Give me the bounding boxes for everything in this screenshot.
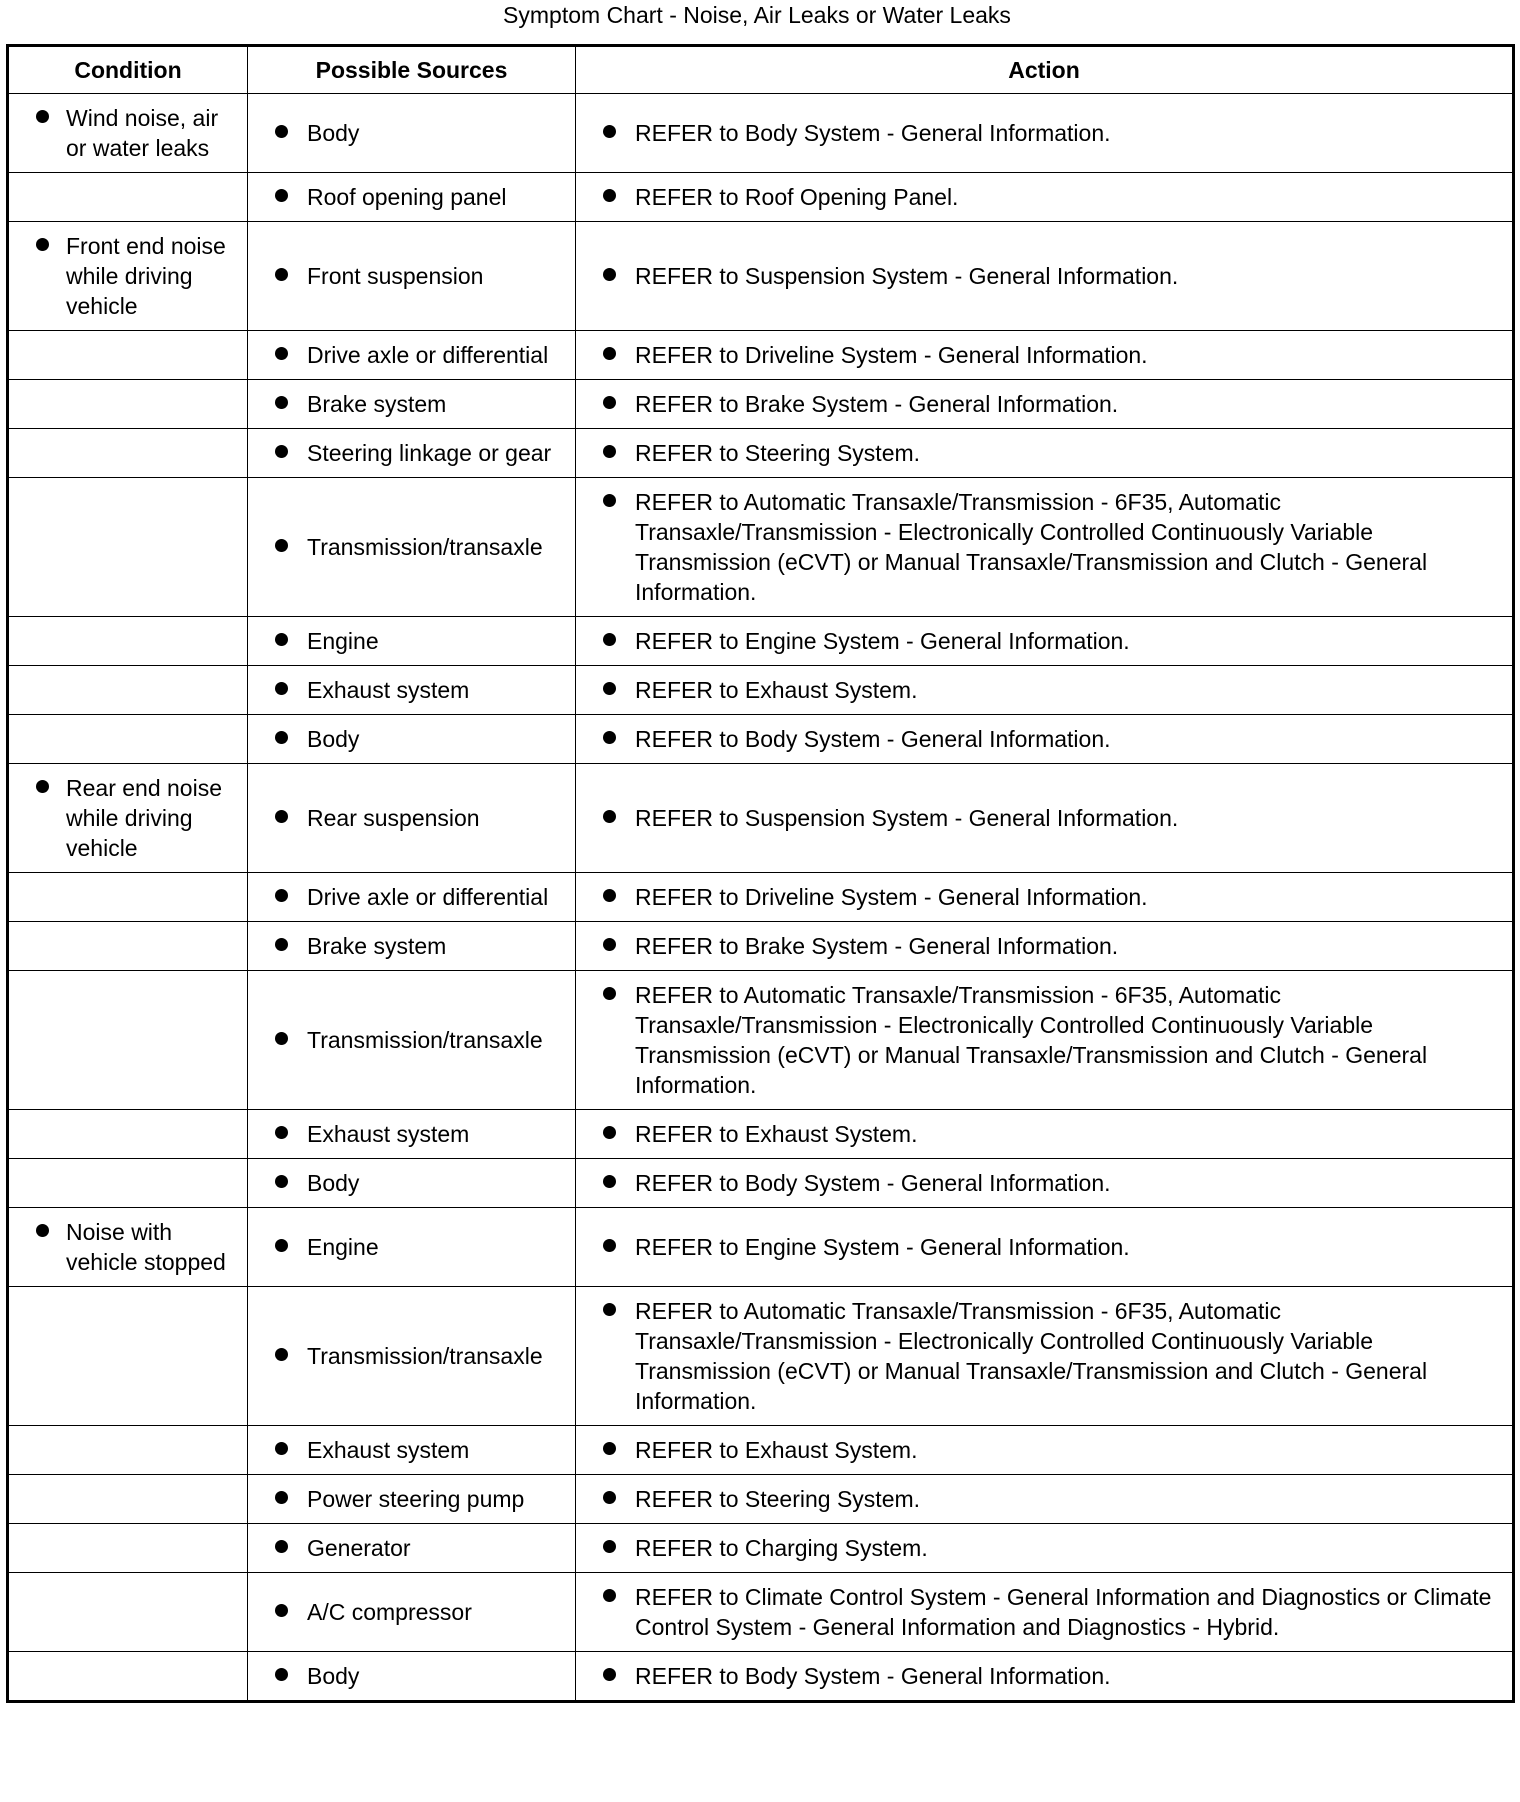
bullet-icon	[275, 1239, 288, 1252]
bullet-icon	[603, 445, 616, 458]
bullet-icon	[275, 682, 288, 695]
table-row	[8, 1287, 1514, 1426]
condition-cell	[8, 922, 248, 971]
condition-cell	[8, 94, 248, 173]
table-row	[8, 715, 1514, 764]
table-row	[8, 971, 1514, 1110]
possible-source-cell	[248, 715, 576, 764]
possible-source-text: Exhaust system	[307, 1437, 470, 1463]
condition-cell	[8, 873, 248, 922]
action-cell	[576, 1475, 1514, 1524]
bullet-icon	[603, 347, 616, 360]
possible-source-text: Transmission/transaxle	[307, 1027, 543, 1053]
condition-cell	[8, 1426, 248, 1475]
action-text: REFER to Body System - General Information.	[635, 1663, 1111, 1689]
action-cell	[576, 666, 1514, 715]
bullet-icon	[36, 780, 49, 793]
table-row	[8, 173, 1514, 222]
possible-source-text: Front suspension	[307, 263, 484, 289]
bullet-icon	[603, 1540, 616, 1553]
bullet-icon	[275, 1032, 288, 1045]
condition-cell	[8, 1159, 248, 1208]
action-cell	[576, 1573, 1514, 1652]
table-row	[8, 1208, 1514, 1287]
possible-source-cell	[248, 1287, 576, 1426]
action-text: REFER to Roof Opening Panel.	[635, 184, 959, 210]
possible-source-text: Engine	[307, 628, 379, 654]
possible-source-cell	[248, 666, 576, 715]
possible-source-cell	[248, 173, 576, 222]
table-body	[8, 94, 1514, 1702]
possible-source-cell	[248, 1573, 576, 1652]
table-row	[8, 617, 1514, 666]
bullet-icon	[275, 539, 288, 552]
possible-source-cell	[248, 1524, 576, 1573]
table-row	[8, 873, 1514, 922]
bullet-icon	[603, 189, 616, 202]
possible-source-cell	[248, 873, 576, 922]
possible-source-text: Exhaust system	[307, 677, 470, 703]
action-text: REFER to Engine System - General Information.	[635, 628, 1130, 654]
bullet-icon	[603, 1442, 616, 1455]
table-row	[8, 222, 1514, 331]
action-text: REFER to Charging System.	[635, 1535, 928, 1561]
condition-cell	[8, 617, 248, 666]
bullet-icon	[603, 1239, 616, 1252]
action-cell	[576, 380, 1514, 429]
possible-source-cell	[248, 380, 576, 429]
bullet-icon	[275, 268, 288, 281]
condition-cell	[8, 666, 248, 715]
bullet-icon	[36, 1224, 49, 1237]
bullet-icon	[603, 987, 616, 1000]
bullet-icon	[603, 889, 616, 902]
action-cell	[576, 1524, 1514, 1573]
action-cell	[576, 429, 1514, 478]
action-cell	[576, 873, 1514, 922]
table-row	[8, 1524, 1514, 1573]
possible-source-text: Brake system	[307, 933, 447, 959]
action-cell	[576, 764, 1514, 873]
condition-cell	[8, 380, 248, 429]
bullet-icon	[275, 1175, 288, 1188]
action-text: REFER to Suspension System - General Information.	[635, 805, 1179, 831]
action-cell	[576, 1110, 1514, 1159]
page-title: Symptom Chart - Noise, Air Leaks or Water Leaks	[503, 2, 1011, 28]
bullet-icon	[275, 1604, 288, 1617]
table-row	[8, 380, 1514, 429]
bullet-icon	[603, 1175, 616, 1188]
bullet-icon	[275, 810, 288, 823]
bullet-icon	[603, 633, 616, 646]
bullet-icon	[603, 1589, 616, 1602]
condition-cell	[8, 971, 248, 1110]
column-header-action: Action	[576, 46, 1514, 94]
condition-cell	[8, 764, 248, 873]
column-header-condition: Condition	[8, 46, 248, 94]
column-header-possible-sources: Possible Sources	[248, 46, 576, 94]
possible-source-cell	[248, 971, 576, 1110]
possible-source-text: Engine	[307, 1234, 379, 1260]
action-text: REFER to Exhaust System.	[635, 1121, 918, 1147]
table-row	[8, 1426, 1514, 1475]
possible-source-cell	[248, 331, 576, 380]
bullet-icon	[275, 1442, 288, 1455]
bullet-icon	[275, 633, 288, 646]
bullet-icon	[275, 1348, 288, 1361]
possible-source-text: Rear suspension	[307, 805, 480, 831]
bullet-icon	[603, 1491, 616, 1504]
table-row	[8, 94, 1514, 173]
possible-source-cell	[248, 922, 576, 971]
possible-source-cell	[248, 1426, 576, 1475]
possible-source-text: Transmission/transaxle	[307, 534, 543, 560]
bullet-icon	[275, 1491, 288, 1504]
action-cell	[576, 1652, 1514, 1702]
action-cell	[576, 94, 1514, 173]
possible-source-cell	[248, 1208, 576, 1287]
bullet-icon	[275, 347, 288, 360]
table-row	[8, 764, 1514, 873]
table-row	[8, 331, 1514, 380]
table-row	[8, 666, 1514, 715]
bullet-icon	[603, 938, 616, 951]
condition-cell	[8, 222, 248, 331]
bullet-icon	[275, 1126, 288, 1139]
condition-cell	[8, 331, 248, 380]
bullet-icon	[603, 1303, 616, 1316]
action-text: REFER to Driveline System - General Information.	[635, 884, 1148, 910]
possible-source-text: Steering linkage or gear	[307, 440, 552, 466]
action-text: REFER to Steering System.	[635, 440, 921, 466]
bullet-icon	[603, 682, 616, 695]
possible-source-text: Body	[307, 1170, 360, 1196]
condition-cell	[8, 1287, 248, 1426]
possible-source-cell	[248, 764, 576, 873]
action-text: REFER to Engine System - General Information.	[635, 1234, 1130, 1260]
action-cell	[576, 331, 1514, 380]
action-cell	[576, 1208, 1514, 1287]
action-text: REFER to Automatic Transaxle/Transmission - 6F35, Automatic Transaxle/Transmission - Electronically Controlled Continuously Variable Transmission (eCVT) or Manual Transaxle/Transmission and Clutch - General Information.	[635, 982, 1428, 1098]
action-cell	[576, 173, 1514, 222]
condition-text: Wind noise, air or water leaks	[66, 105, 219, 161]
possible-source-cell	[248, 429, 576, 478]
table-row	[8, 1573, 1514, 1652]
condition-text: Front end noise while driving vehicle	[66, 233, 226, 319]
condition-cell	[8, 173, 248, 222]
table-row	[8, 1475, 1514, 1524]
bullet-icon	[275, 189, 288, 202]
possible-source-text: Power steering pump	[307, 1486, 525, 1512]
bullet-icon	[603, 731, 616, 744]
bullet-icon	[603, 1668, 616, 1681]
bullet-icon	[275, 1668, 288, 1681]
possible-source-text: Generator	[307, 1535, 411, 1561]
action-cell	[576, 478, 1514, 617]
action-cell	[576, 1426, 1514, 1475]
possible-source-text: Drive axle or differential	[307, 884, 549, 910]
condition-cell	[8, 1524, 248, 1573]
condition-text: Noise with vehicle stopped	[66, 1219, 226, 1275]
action-text: REFER to Brake System - General Information.	[635, 391, 1119, 417]
bullet-icon	[275, 1540, 288, 1553]
condition-text: Rear end noise while driving vehicle	[66, 775, 222, 861]
action-cell	[576, 222, 1514, 331]
condition-cell	[8, 478, 248, 617]
action-text: REFER to Driveline System - General Information.	[635, 342, 1148, 368]
action-text: REFER to Steering System.	[635, 1486, 921, 1512]
bullet-icon	[275, 125, 288, 138]
condition-cell	[8, 429, 248, 478]
possible-source-cell	[248, 1475, 576, 1524]
possible-source-text: Brake system	[307, 391, 447, 417]
action-text: REFER to Climate Control System - General Information and Diagnostics or Climate Control System - General Information and Diagnostics - Hybrid.	[635, 1584, 1492, 1640]
bullet-icon	[603, 494, 616, 507]
possible-source-text: Body	[307, 120, 360, 146]
possible-source-text: A/C compressor	[307, 1599, 472, 1625]
condition-cell	[8, 715, 248, 764]
table-row	[8, 922, 1514, 971]
possible-source-text: Drive axle or differential	[307, 342, 549, 368]
possible-source-text: Exhaust system	[307, 1121, 470, 1147]
possible-source-cell	[248, 1652, 576, 1702]
possible-source-cell	[248, 478, 576, 617]
bullet-icon	[275, 889, 288, 902]
action-text: REFER to Exhaust System.	[635, 677, 918, 703]
condition-cell	[8, 1110, 248, 1159]
bullet-icon	[36, 238, 49, 251]
possible-source-cell	[248, 617, 576, 666]
possible-source-cell	[248, 1110, 576, 1159]
table-row	[8, 478, 1514, 617]
action-text: REFER to Body System - General Information.	[635, 726, 1111, 752]
condition-cell	[8, 1573, 248, 1652]
bullet-icon	[275, 938, 288, 951]
action-cell	[576, 715, 1514, 764]
possible-source-text: Body	[307, 726, 360, 752]
bullet-icon	[275, 445, 288, 458]
condition-cell	[8, 1208, 248, 1287]
possible-source-cell	[248, 94, 576, 173]
bullet-icon	[275, 396, 288, 409]
bullet-icon	[603, 268, 616, 281]
table-row	[8, 1110, 1514, 1159]
bullet-icon	[603, 1126, 616, 1139]
bullet-icon	[603, 810, 616, 823]
action-cell	[576, 1159, 1514, 1208]
action-text: REFER to Brake System - General Information.	[635, 933, 1119, 959]
action-text: REFER to Body System - General Information.	[635, 1170, 1111, 1196]
action-text: REFER to Automatic Transaxle/Transmission - 6F35, Automatic Transaxle/Transmission - Electronically Controlled Continuously Variable Transmission (eCVT) or Manual Transaxle/Transmission and Clutch - General Information.	[635, 489, 1428, 605]
symptom-table	[6, 44, 1515, 1703]
possible-source-text: Transmission/transaxle	[307, 1343, 543, 1369]
action-text: REFER to Suspension System - General Information.	[635, 263, 1179, 289]
action-cell	[576, 617, 1514, 666]
action-cell	[576, 971, 1514, 1110]
action-text: REFER to Body System - General Information.	[635, 120, 1111, 146]
table-row	[8, 1652, 1514, 1702]
possible-source-text: Body	[307, 1663, 360, 1689]
bullet-icon	[275, 731, 288, 744]
action-cell	[576, 1287, 1514, 1426]
bullet-icon	[36, 110, 49, 123]
action-text: REFER to Exhaust System.	[635, 1437, 918, 1463]
bullet-icon	[603, 125, 616, 138]
action-cell	[576, 922, 1514, 971]
table-row	[8, 1159, 1514, 1208]
table-header-row	[8, 46, 1514, 94]
action-text: REFER to Automatic Transaxle/Transmission - 6F35, Automatic Transaxle/Transmission - Electronically Controlled Continuously Variable Transmission (eCVT) or Manual Transaxle/Transmission and Clutch - General Information.	[635, 1298, 1428, 1414]
possible-source-cell	[248, 222, 576, 331]
possible-source-cell	[248, 1159, 576, 1208]
bullet-icon	[603, 396, 616, 409]
condition-cell	[8, 1652, 248, 1702]
possible-source-text: Roof opening panel	[307, 184, 507, 210]
condition-cell	[8, 1475, 248, 1524]
table-row	[8, 429, 1514, 478]
